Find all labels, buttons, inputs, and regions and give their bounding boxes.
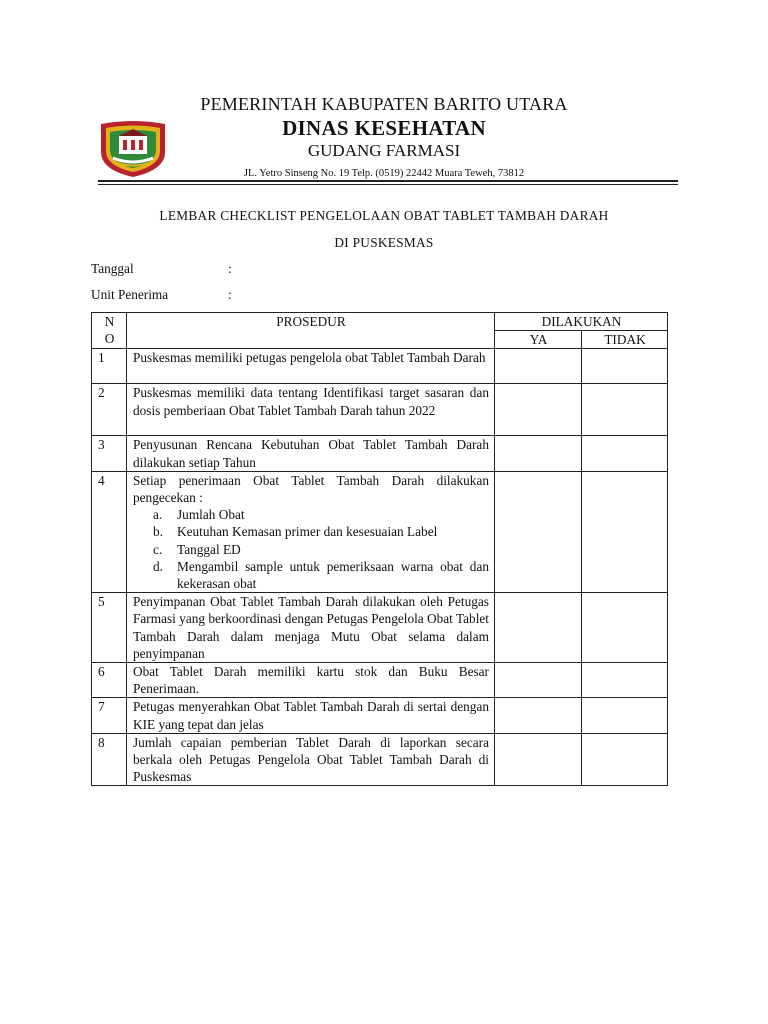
document-subtitle: DI PUSKESMAS xyxy=(334,235,434,250)
checkbox-ya[interactable] xyxy=(495,471,582,592)
row-number: 1 xyxy=(92,349,127,384)
row-procedure: Obat Tablet Darah memiliki kartu stok dan Buku Besar Penerimaan. xyxy=(127,663,495,698)
checkbox-ya[interactable] xyxy=(495,698,582,733)
row-procedure: Penyusunan Rencana Kebutuhan Obat Tablet Tambah Darah dilakukan setiap Tahun xyxy=(127,436,495,471)
header-prosedur: PROSEDUR xyxy=(127,313,495,349)
list-item xyxy=(133,558,489,592)
list-item xyxy=(133,541,489,558)
list-item xyxy=(133,506,489,523)
row-number: 2 xyxy=(92,384,127,436)
list-marker: c. xyxy=(153,541,163,557)
checkbox-tidak[interactable] xyxy=(582,593,668,663)
table-row xyxy=(92,663,668,698)
checkbox-tidak[interactable] xyxy=(582,698,668,733)
field-label: Tanggal xyxy=(91,261,134,276)
checkbox-ya[interactable] xyxy=(495,384,582,436)
address: JL. Yetro Sinseng No. 19 Telp. (0519) 22442 Muara Teweh, 73812 xyxy=(243,168,525,179)
document-title: LEMBAR CHECKLIST PENGELOLAAN OBAT TABLET TAMBAH DARAH xyxy=(159,208,609,223)
letterhead-rule-thick xyxy=(98,180,678,182)
government-name: PEMERINTAH KABUPATEN BARITO UTARA xyxy=(200,94,568,114)
header-tidak: TIDAK xyxy=(582,331,668,349)
checkbox-tidak[interactable] xyxy=(582,384,668,436)
field-colon: : xyxy=(228,287,232,302)
table-row xyxy=(92,733,668,786)
list-text: Keutuhan Kemasan primer dan kesesuaian Label xyxy=(177,524,438,540)
field-unit-penerima xyxy=(91,287,232,303)
checkbox-ya[interactable] xyxy=(495,436,582,471)
checkbox-ya[interactable] xyxy=(495,593,582,663)
checklist-table xyxy=(91,312,668,786)
checkbox-ya[interactable] xyxy=(495,663,582,698)
row-procedure-intro: Setiap penerimaan Obat Tablet Tambah Darah dilakukan pengecekan : xyxy=(133,472,489,506)
table-row xyxy=(92,593,668,663)
field-colon: : xyxy=(228,261,232,276)
row-procedure: Petugas menyerahkan Obat Tablet Tambah Darah di sertai dengan KIE yang tepat dan jelas xyxy=(127,698,495,733)
table-row xyxy=(92,471,668,592)
row-procedure: Puskesmas memiliki data tentang Identifikasi target sasaran dan dosis pemberiaan Obat Tablet Tambah Darah tahun 2022 xyxy=(127,384,495,436)
list-item xyxy=(133,523,489,540)
table-row xyxy=(92,698,668,733)
checkbox-tidak[interactable] xyxy=(582,471,668,592)
table-row xyxy=(92,436,668,471)
row-procedure: Penyimpanan Obat Tablet Tambah Darah dilakukan oleh Petugas Farmasi yang berkoordinasi dengan Petugas Pengelola Obat Tablet Tambah Darah dalam menjaga Mutu Obat selama dalam penyimpanan xyxy=(127,593,495,663)
checkbox-tidak[interactable] xyxy=(582,733,668,786)
checkbox-tidak[interactable] xyxy=(582,349,668,384)
row-number: 5 xyxy=(92,593,127,663)
list-marker: b. xyxy=(153,524,163,540)
row-number: 6 xyxy=(92,663,127,698)
unit-name: GUDANG FARMASI xyxy=(307,141,461,160)
list-marker: d. xyxy=(153,558,163,574)
row-procedure: Puskesmas memiliki petugas pengelola obat Tablet Tambah Darah xyxy=(127,349,495,384)
list-marker: a. xyxy=(153,507,163,523)
table-row xyxy=(92,384,668,436)
list-text: Jumlah Obat xyxy=(177,507,245,523)
row-number: 7 xyxy=(92,698,127,733)
list-text: Mengambil sample untuk pemeriksaan warna obat dan kekerasan obat xyxy=(177,558,489,592)
checkbox-ya[interactable] xyxy=(495,733,582,786)
checkbox-tidak[interactable] xyxy=(582,436,668,471)
agency-name: DINAS KESEHATAN xyxy=(282,116,486,140)
letterhead-rule-thin xyxy=(98,184,678,185)
row-number: 8 xyxy=(92,733,127,786)
letterhead xyxy=(0,0,768,190)
header-ya: YA xyxy=(495,331,582,349)
checkbox-tidak[interactable] xyxy=(582,663,668,698)
list-text: Tanggal ED xyxy=(177,541,241,557)
table-row xyxy=(92,349,668,384)
row-number: 4 xyxy=(92,471,127,592)
header-no: N O xyxy=(92,313,127,349)
row-number: 3 xyxy=(92,436,127,471)
field-label: Unit Penerima xyxy=(91,287,169,302)
header-dilakukan: DILAKUKAN xyxy=(495,313,668,331)
field-tanggal xyxy=(91,261,232,277)
row-procedure xyxy=(127,471,495,592)
row-procedure: Jumlah capaian pemberian Tablet Darah di laporkan secara berkala oleh Petugas Pengelola Obat Tablet Tambah Darah di Puskesmas xyxy=(127,733,495,786)
checkbox-ya[interactable] xyxy=(495,349,582,384)
